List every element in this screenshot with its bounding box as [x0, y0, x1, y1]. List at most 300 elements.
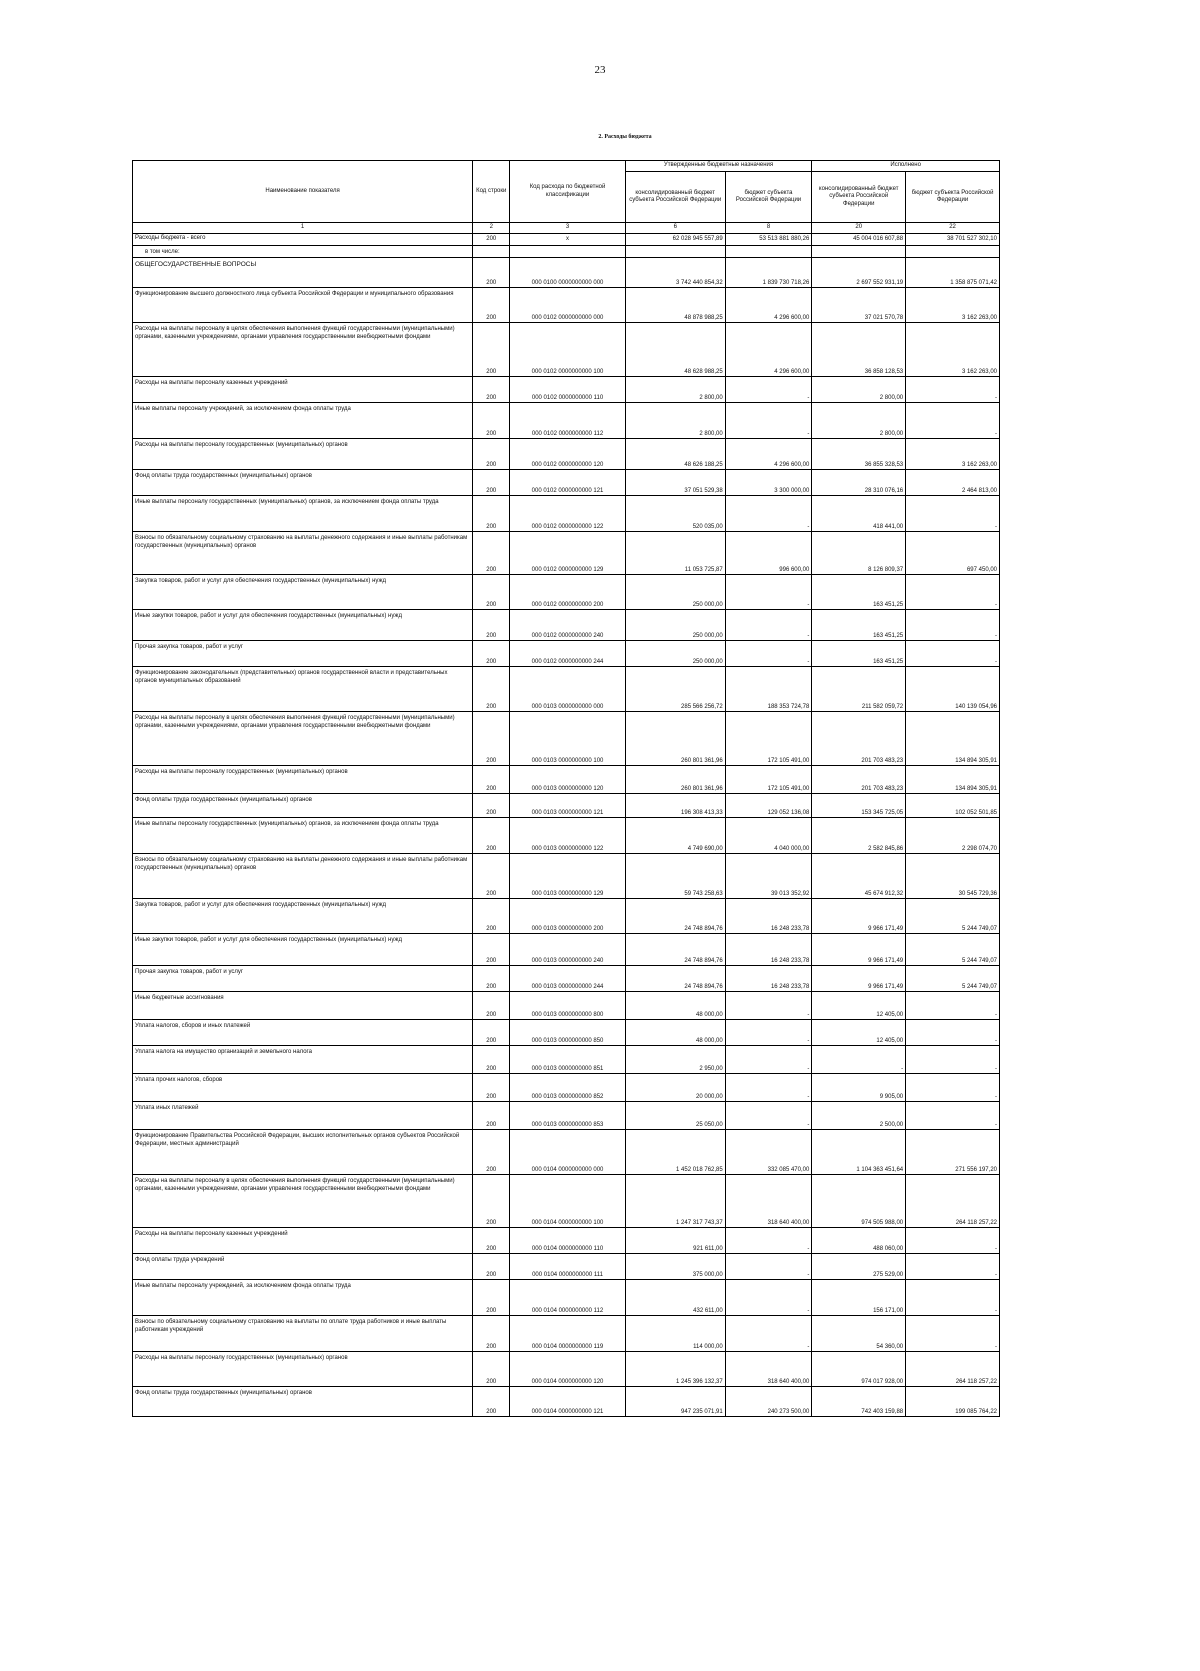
row-approved-consolidated: 1 452 018 762,85 — [625, 1130, 725, 1175]
table-row — [133, 288, 1000, 323]
row-executed-consolidated: 9 966 171,49 — [812, 899, 906, 934]
row-executed-consolidated: 36 855 328,53 — [812, 439, 906, 470]
row-approved-subject: - — [725, 1102, 812, 1130]
row-approved-consolidated: 947 235 071,91 — [625, 1387, 725, 1417]
row-name: Расходы бюджета - всего — [133, 233, 473, 245]
row-line-code: 200 — [473, 258, 510, 288]
row-executed-consolidated: 54 360,00 — [812, 1316, 906, 1352]
row-executed-subject: - — [906, 641, 1000, 667]
row-approved-consolidated: 921 611,00 — [625, 1228, 725, 1254]
row-approved-consolidated: 37 051 529,38 — [625, 470, 725, 496]
row-executed-subject: - — [906, 610, 1000, 641]
row-executed-consolidated: 418 441,00 — [812, 496, 906, 532]
table-row — [133, 712, 1000, 766]
row-approved-subject: 240 273 500,00 — [725, 1387, 812, 1417]
row-name: Фонд оплаты труда государственных (муниципальных) органов — [133, 794, 473, 818]
table-row — [133, 966, 1000, 992]
table-body — [133, 233, 1000, 1417]
header-approved: Утвержденные бюджетные назначения — [625, 161, 812, 172]
row-approved-subject: 4 296 600,00 — [725, 288, 812, 323]
row-executed-consolidated: 9 966 171,49 — [812, 934, 906, 966]
header-line-code: Код строки — [473, 161, 510, 223]
row-class-code: 000 0103 0000000000 120 — [510, 766, 625, 794]
row-executed-subject: 5 244 749,07 — [906, 966, 1000, 992]
row-line-code: 200 — [473, 899, 510, 934]
row-executed-consolidated: 974 505 988,00 — [812, 1175, 906, 1228]
header-executed: Исполнено — [812, 161, 1000, 172]
table-row — [133, 575, 1000, 610]
row-executed-consolidated: 156 171,00 — [812, 1280, 906, 1316]
row-class-code: 000 0104 0000000000 112 — [510, 1280, 625, 1316]
row-line-code: 200 — [473, 766, 510, 794]
col-number: 6 — [625, 223, 725, 234]
row-executed-subject: 697 450,00 — [906, 532, 1000, 575]
row-approved-consolidated: 375 000,00 — [625, 1254, 725, 1280]
row-executed-subject: - — [906, 1074, 1000, 1102]
row-executed-consolidated: 163 451,25 — [812, 610, 906, 641]
col-number: 20 — [812, 223, 906, 234]
row-class-code: 000 0104 0000000000 110 — [510, 1228, 625, 1254]
row-executed-consolidated: 2 500,00 — [812, 1102, 906, 1130]
row-name: Иные выплаты персоналу учреждений, за исключением фонда оплаты труда — [133, 403, 473, 439]
row-line-code: 200 — [473, 712, 510, 766]
row-name: Расходы на выплаты персоналу в целях обеспечения выполнения функций государственными (муниципальными) органами, казенными учреждениями, органами управления государственными внебюджетными фондами — [133, 1175, 473, 1228]
row-name: Иные выплаты персоналу государственных (муниципальных) органов, за исключением фонда оплаты труда — [133, 496, 473, 532]
row-name: Функционирование высшего должностного лица субъекта Российской Федерации и муниципального образования — [133, 288, 473, 323]
row-approved-subject: 318 640 400,00 — [725, 1352, 812, 1387]
row-line-code: 200 — [473, 403, 510, 439]
row-line-code: 200 — [473, 1352, 510, 1387]
table-row — [133, 641, 1000, 667]
row-executed-consolidated: 12 405,00 — [812, 1020, 906, 1046]
row-executed-consolidated: 8 126 809,37 — [812, 532, 906, 575]
row-executed-subject: 38 701 527 302,10 — [906, 233, 1000, 245]
row-executed-subject — [906, 245, 1000, 258]
row-class-code: 000 0103 0000000000 850 — [510, 1020, 625, 1046]
row-approved-subject: 1 839 730 718,26 — [725, 258, 812, 288]
row-approved-consolidated: 25 050,00 — [625, 1102, 725, 1130]
row-class-code — [510, 245, 625, 258]
row-class-code: 000 0102 0000000000 240 — [510, 610, 625, 641]
row-executed-consolidated: 211 582 059,72 — [812, 667, 906, 712]
table-row — [133, 934, 1000, 966]
table-row — [133, 610, 1000, 641]
row-class-code: 000 0102 0000000000 244 — [510, 641, 625, 667]
row-executed-subject: 134 894 305,91 — [906, 712, 1000, 766]
row-executed-consolidated: 742 403 159,88 — [812, 1387, 906, 1417]
row-class-code: 000 0103 0000000000 852 — [510, 1074, 625, 1102]
row-line-code: 200 — [473, 439, 510, 470]
row-approved-subject: - — [725, 992, 812, 1020]
row-name: Расходы на выплаты персоналу казенных учреждений — [133, 377, 473, 403]
row-approved-subject: 4 296 600,00 — [725, 439, 812, 470]
table-row — [133, 1387, 1000, 1417]
row-name: Фонд оплаты труда государственных (муниципальных) органов — [133, 1387, 473, 1417]
row-executed-subject: - — [906, 496, 1000, 532]
row-line-code: 200 — [473, 1074, 510, 1102]
row-class-code: 000 0104 0000000000 000 — [510, 1130, 625, 1175]
row-executed-subject: 199 085 764,22 — [906, 1387, 1000, 1417]
row-name: Функционирование законодательных (представительных) органов государственной власти и представительных органов муниципальных образований — [133, 667, 473, 712]
row-class-code: 000 0102 0000000000 122 — [510, 496, 625, 532]
row-approved-subject: 4 296 600,00 — [725, 323, 812, 377]
row-name: Иные бюджетные ассигнования — [133, 992, 473, 1020]
row-name: Фонд оплаты труда государственных (муниципальных) органов — [133, 470, 473, 496]
row-approved-consolidated: 2 950,00 — [625, 1046, 725, 1074]
table-row — [133, 992, 1000, 1020]
row-line-code: 200 — [473, 575, 510, 610]
row-executed-consolidated: 12 405,00 — [812, 992, 906, 1020]
row-class-code: 000 0103 0000000000 122 — [510, 818, 625, 854]
row-executed-consolidated: 1 104 363 451,64 — [812, 1130, 906, 1175]
table-row — [133, 377, 1000, 403]
table-row — [133, 667, 1000, 712]
row-name: Уплата налога на имущество организаций и земельного налога — [133, 1046, 473, 1074]
row-executed-consolidated: 36 858 128,53 — [812, 323, 906, 377]
row-approved-subject: 16 248 233,78 — [725, 934, 812, 966]
row-class-code: 000 0103 0000000000 129 — [510, 854, 625, 899]
table-row — [133, 245, 1000, 258]
row-line-code: 200 — [473, 1228, 510, 1254]
row-executed-subject: - — [906, 1228, 1000, 1254]
table-row — [133, 1074, 1000, 1102]
row-approved-consolidated: 250 000,00 — [625, 610, 725, 641]
row-executed-consolidated: 488 060,00 — [812, 1228, 906, 1254]
row-approved-consolidated: 432 611,00 — [625, 1280, 725, 1316]
row-line-code: 200 — [473, 233, 510, 245]
row-executed-consolidated: 163 451,25 — [812, 641, 906, 667]
row-approved-consolidated: 24 748 894,76 — [625, 934, 725, 966]
row-name: Иные закупки товаров, работ и услуг для обеспечения государственных (муниципальных) нужд — [133, 934, 473, 966]
row-approved-subject: - — [725, 1280, 812, 1316]
row-name: Взносы по обязательному социальному страхованию на выплаты денежного содержания и иные выплаты работникам государственных (муниципальных) органов — [133, 532, 473, 575]
row-executed-consolidated: 45 674 912,32 — [812, 854, 906, 899]
row-line-code: 200 — [473, 532, 510, 575]
row-line-code: 200 — [473, 1387, 510, 1417]
row-approved-consolidated: 1 245 396 132,37 — [625, 1352, 725, 1387]
row-name: Расходы на выплаты персоналу государственных (муниципальных) органов — [133, 766, 473, 794]
row-name: ОБЩЕГОСУДАРСТВЕННЫЕ ВОПРОСЫ — [133, 258, 473, 288]
row-approved-subject: 39 013 352,92 — [725, 854, 812, 899]
table-row — [133, 496, 1000, 532]
row-class-code: 000 0102 0000000000 121 — [510, 470, 625, 496]
row-class-code: 000 0104 0000000000 111 — [510, 1254, 625, 1280]
row-name: Прочая закупка товаров, работ и услуг — [133, 966, 473, 992]
table-row — [133, 899, 1000, 934]
row-executed-consolidated: - — [812, 1046, 906, 1074]
table-row — [133, 1175, 1000, 1228]
row-approved-consolidated: 520 035,00 — [625, 496, 725, 532]
table-row — [133, 1046, 1000, 1074]
row-approved-subject: 3 300 000,00 — [725, 470, 812, 496]
row-class-code: 000 0103 0000000000 800 — [510, 992, 625, 1020]
row-class-code: 000 0104 0000000000 100 — [510, 1175, 625, 1228]
row-approved-subject: - — [725, 1316, 812, 1352]
row-approved-subject: 332 085 470,00 — [725, 1130, 812, 1175]
row-name: Прочая закупка товаров, работ и услуг — [133, 641, 473, 667]
table-header — [133, 161, 1000, 234]
row-executed-subject: 1 358 875 071,42 — [906, 258, 1000, 288]
row-name: Взносы по обязательному социальному страхованию на выплаты по оплате труда работников и иные выплаты работникам учреждений — [133, 1316, 473, 1352]
table-row — [133, 258, 1000, 288]
row-approved-consolidated: 24 748 894,76 — [625, 966, 725, 992]
row-approved-subject: 318 640 400,00 — [725, 1175, 812, 1228]
row-class-code: x — [510, 233, 625, 245]
row-name: в том числе: — [133, 245, 473, 258]
row-name: Расходы на выплаты персоналу государственных (муниципальных) органов — [133, 439, 473, 470]
col-number: 2 — [473, 223, 510, 234]
row-executed-subject: 5 244 749,07 — [906, 899, 1000, 934]
row-approved-consolidated: 3 742 440 854,32 — [625, 258, 725, 288]
table-row — [133, 794, 1000, 818]
table-row — [133, 532, 1000, 575]
row-executed-subject: 2 298 074,70 — [906, 818, 1000, 854]
row-approved-subject: - — [725, 1046, 812, 1074]
row-executed-subject: 140 139 054,96 — [906, 667, 1000, 712]
row-class-code: 000 0102 0000000000 120 — [510, 439, 625, 470]
row-executed-consolidated — [812, 245, 906, 258]
row-class-code: 000 0102 0000000000 110 — [510, 377, 625, 403]
row-class-code: 000 0103 0000000000 853 — [510, 1102, 625, 1130]
row-line-code: 200 — [473, 323, 510, 377]
col-number: 3 — [510, 223, 625, 234]
row-class-code: 000 0102 0000000000 112 — [510, 403, 625, 439]
table-row — [133, 1020, 1000, 1046]
table-row — [133, 818, 1000, 854]
row-approved-subject: - — [725, 575, 812, 610]
row-class-code: 000 0103 0000000000 240 — [510, 934, 625, 966]
row-approved-consolidated: 24 748 894,76 — [625, 899, 725, 934]
table-row — [133, 233, 1000, 245]
row-executed-subject: - — [906, 1020, 1000, 1046]
row-executed-subject: - — [906, 575, 1000, 610]
row-line-code: 200 — [473, 1130, 510, 1175]
table-row — [133, 1102, 1000, 1130]
row-executed-subject: - — [906, 1046, 1000, 1074]
row-line-code: 200 — [473, 610, 510, 641]
row-class-code: 000 0103 0000000000 851 — [510, 1046, 625, 1074]
row-executed-consolidated: 2 697 552 931,19 — [812, 258, 906, 288]
row-class-code: 000 0103 0000000000 121 — [510, 794, 625, 818]
row-approved-consolidated: 48 878 988,25 — [625, 288, 725, 323]
table-row — [133, 403, 1000, 439]
row-name: Уплата иных платежей — [133, 1102, 473, 1130]
row-executed-consolidated: 2 582 845,86 — [812, 818, 906, 854]
row-approved-subject: - — [725, 403, 812, 439]
row-approved-subject — [725, 245, 812, 258]
row-approved-consolidated: 260 801 361,96 — [625, 766, 725, 794]
row-approved-subject: - — [725, 377, 812, 403]
row-class-code: 000 0102 0000000000 000 — [510, 288, 625, 323]
row-approved-subject: - — [725, 1228, 812, 1254]
row-class-code: 000 0102 0000000000 200 — [510, 575, 625, 610]
row-class-code: 000 0103 0000000000 200 — [510, 899, 625, 934]
row-executed-subject: 102 052 501,85 — [906, 794, 1000, 818]
row-approved-subject: 16 248 233,78 — [725, 966, 812, 992]
table-row — [133, 854, 1000, 899]
row-approved-consolidated: 260 801 361,96 — [625, 712, 725, 766]
row-name: Фонд оплаты труда учреждений — [133, 1254, 473, 1280]
row-executed-consolidated: 2 800,00 — [812, 403, 906, 439]
row-executed-subject: 3 162 263,00 — [906, 439, 1000, 470]
row-executed-subject: 264 118 257,22 — [906, 1352, 1000, 1387]
row-class-code: 000 0103 0000000000 000 — [510, 667, 625, 712]
row-approved-subject: - — [725, 610, 812, 641]
row-line-code: 200 — [473, 818, 510, 854]
row-line-code: 200 — [473, 854, 510, 899]
col-number: 22 — [906, 223, 1000, 234]
table-row — [133, 1316, 1000, 1352]
header-approved-subject: бюджет субъекта Российской Федерации — [725, 172, 812, 223]
row-approved-subject: 16 248 233,78 — [725, 899, 812, 934]
row-name: Расходы на выплаты персоналу в целях обеспечения выполнения функций государственными (муниципальными) органами, казенными учреждениями, органами управления государственными внебюджетными фондами — [133, 712, 473, 766]
row-executed-subject: - — [906, 1254, 1000, 1280]
row-executed-consolidated: 2 800,00 — [812, 377, 906, 403]
row-approved-subject: - — [725, 641, 812, 667]
row-name: Закупка товаров, работ и услуг для обеспечения государственных (муниципальных) нужд — [133, 575, 473, 610]
table-row — [133, 1280, 1000, 1316]
page-number: 23 — [594, 64, 606, 76]
row-class-code: 000 0102 0000000000 100 — [510, 323, 625, 377]
row-executed-subject: 3 162 263,00 — [906, 323, 1000, 377]
row-approved-subject: 172 105 491,00 — [725, 712, 812, 766]
row-class-code: 000 0102 0000000000 129 — [510, 532, 625, 575]
row-name: Функционирование Правительства Российской Федерации, высших исполнительных органов субъектов Российской Федерации, местных администраций — [133, 1130, 473, 1175]
row-line-code: 200 — [473, 1254, 510, 1280]
row-approved-consolidated: 4 749 690,00 — [625, 818, 725, 854]
row-line-code: 200 — [473, 1020, 510, 1046]
row-line-code: 200 — [473, 496, 510, 532]
row-approved-consolidated: 1 247 317 743,37 — [625, 1175, 725, 1228]
table-row — [133, 1130, 1000, 1175]
row-line-code: 200 — [473, 641, 510, 667]
table-row — [133, 1254, 1000, 1280]
col-number: 8 — [725, 223, 812, 234]
table-row — [133, 470, 1000, 496]
row-approved-subject: 4 040 000,00 — [725, 818, 812, 854]
row-line-code: 200 — [473, 667, 510, 712]
row-line-code — [473, 245, 510, 258]
row-line-code: 200 — [473, 288, 510, 323]
row-class-code: 000 0104 0000000000 121 — [510, 1387, 625, 1417]
table-row — [133, 1228, 1000, 1254]
row-executed-subject: 5 244 749,07 — [906, 934, 1000, 966]
row-line-code: 200 — [473, 992, 510, 1020]
row-executed-consolidated: 974 017 928,00 — [812, 1352, 906, 1387]
row-name: Расходы на выплаты персоналу государственных (муниципальных) органов — [133, 1352, 473, 1387]
row-approved-subject: - — [725, 1020, 812, 1046]
row-line-code: 200 — [473, 1316, 510, 1352]
row-approved-subject: - — [725, 1074, 812, 1102]
table-row — [133, 1352, 1000, 1387]
row-executed-subject: - — [906, 403, 1000, 439]
row-executed-consolidated: 28 310 076,16 — [812, 470, 906, 496]
row-name: Расходы на выплаты персоналу в целях обеспечения выполнения функций государственными (муниципальными) органами, казенными учреждениями, органами управления государственными внебюджетными фондами — [133, 323, 473, 377]
row-approved-consolidated: 2 800,00 — [625, 377, 725, 403]
row-approved-subject: 188 353 724,78 — [725, 667, 812, 712]
row-executed-consolidated: 201 703 483,23 — [812, 766, 906, 794]
row-approved-consolidated: 2 800,00 — [625, 403, 725, 439]
row-line-code: 200 — [473, 1102, 510, 1130]
row-approved-consolidated: 59 743 258,63 — [625, 854, 725, 899]
row-approved-subject: 129 052 136,08 — [725, 794, 812, 818]
row-line-code: 200 — [473, 1280, 510, 1316]
row-name: Иные выплаты персоналу учреждений, за исключением фонда оплаты труда — [133, 1280, 473, 1316]
row-class-code: 000 0103 0000000000 244 — [510, 966, 625, 992]
row-line-code: 200 — [473, 934, 510, 966]
row-class-code: 000 0103 0000000000 100 — [510, 712, 625, 766]
row-approved-consolidated: 285 566 256,72 — [625, 667, 725, 712]
row-class-code: 000 0104 0000000000 120 — [510, 1352, 625, 1387]
header-approved-consolidated: консолидированный бюджет субъекта Российской Федерации — [625, 172, 725, 223]
row-line-code: 200 — [473, 966, 510, 992]
row-approved-consolidated: 196 308 413,33 — [625, 794, 725, 818]
table-row — [133, 766, 1000, 794]
row-executed-consolidated: 201 703 483,23 — [812, 712, 906, 766]
row-name: Уплата налогов, сборов и иных платежей — [133, 1020, 473, 1046]
row-approved-consolidated: 62 028 945 557,89 — [625, 233, 725, 245]
row-executed-subject: - — [906, 1316, 1000, 1352]
row-approved-consolidated: 48 000,00 — [625, 992, 725, 1020]
header-executed-subject: бюджет субъекта Российской Федерации — [906, 172, 1000, 223]
row-executed-subject: 3 162 263,00 — [906, 288, 1000, 323]
row-approved-consolidated: 250 000,00 — [625, 641, 725, 667]
row-approved-consolidated: 114 000,00 — [625, 1316, 725, 1352]
row-executed-subject: - — [906, 992, 1000, 1020]
row-approved-consolidated: 48 000,00 — [625, 1020, 725, 1046]
row-approved-subject: 996 600,00 — [725, 532, 812, 575]
row-line-code: 200 — [473, 470, 510, 496]
row-executed-consolidated: 9 905,00 — [812, 1074, 906, 1102]
expenses-table — [132, 160, 1000, 1417]
row-line-code: 200 — [473, 794, 510, 818]
row-executed-subject: 30 545 729,36 — [906, 854, 1000, 899]
col-number: 1 — [133, 223, 473, 234]
row-approved-consolidated: 250 000,00 — [625, 575, 725, 610]
row-executed-consolidated: 153 345 725,05 — [812, 794, 906, 818]
row-approved-consolidated — [625, 245, 725, 258]
row-name: Взносы по обязательному социальному страхованию на выплаты денежного содержания и иные выплаты работникам государственных (муниципальных) органов — [133, 854, 473, 899]
header-name: Наименование показателя — [133, 161, 473, 223]
row-approved-consolidated: 48 626 188,25 — [625, 439, 725, 470]
row-executed-consolidated: 45 004 016 607,88 — [812, 233, 906, 245]
row-class-code: 000 0100 0000000000 000 — [510, 258, 625, 288]
row-executed-subject: 264 118 257,22 — [906, 1175, 1000, 1228]
row-name: Иные закупки товаров, работ и услуг для обеспечения государственных (муниципальных) нужд — [133, 610, 473, 641]
row-line-code: 200 — [473, 377, 510, 403]
row-approved-subject: - — [725, 496, 812, 532]
table-row — [133, 439, 1000, 470]
row-name: Уплата прочих налогов, сборов — [133, 1074, 473, 1102]
row-class-code: 000 0104 0000000000 119 — [510, 1316, 625, 1352]
row-approved-consolidated: 48 628 988,25 — [625, 323, 725, 377]
row-executed-consolidated: 275 529,00 — [812, 1254, 906, 1280]
table-row — [133, 323, 1000, 377]
row-name: Иные выплаты персоналу государственных (муниципальных) органов, за исключением фонда оплаты труда — [133, 818, 473, 854]
row-line-code: 200 — [473, 1046, 510, 1074]
row-executed-subject: - — [906, 1280, 1000, 1316]
row-line-code: 200 — [473, 1175, 510, 1228]
row-approved-subject: - — [725, 1254, 812, 1280]
row-executed-subject: 134 894 305,91 — [906, 766, 1000, 794]
row-approved-subject: 53 513 881 880,26 — [725, 233, 812, 245]
row-name: Расходы на выплаты персоналу казенных учреждений — [133, 1228, 473, 1254]
row-approved-consolidated: 20 000,00 — [625, 1074, 725, 1102]
row-executed-consolidated: 163 451,25 — [812, 575, 906, 610]
row-approved-subject: 172 105 491,00 — [725, 766, 812, 794]
header-class-code: Код расхода по бюджетной классификации — [510, 161, 625, 223]
row-executed-subject: - — [906, 377, 1000, 403]
